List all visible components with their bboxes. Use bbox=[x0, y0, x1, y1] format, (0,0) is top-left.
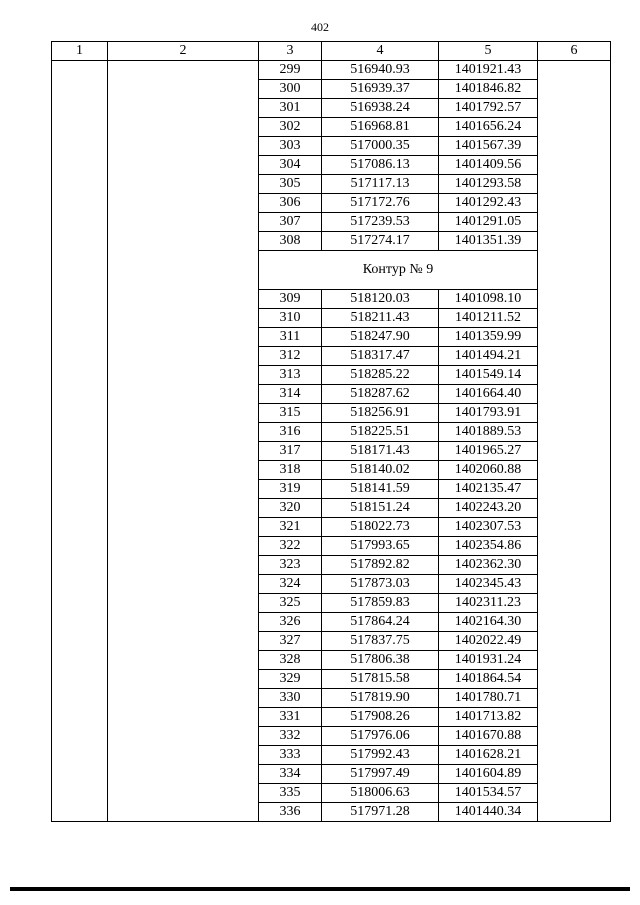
y-coordinate-cell: 1401534.57 bbox=[439, 784, 538, 803]
empty-cell-col2 bbox=[108, 689, 259, 708]
y-coordinate-cell: 1401494.21 bbox=[439, 347, 538, 366]
point-number-cell: 319 bbox=[259, 480, 322, 499]
empty-cell-col6 bbox=[538, 461, 611, 480]
y-coordinate-cell: 1401549.14 bbox=[439, 366, 538, 385]
y-coordinate-cell: 1401351.39 bbox=[439, 232, 538, 251]
contour-heading-row bbox=[52, 251, 611, 290]
table-row bbox=[52, 480, 611, 499]
y-coordinate-cell: 1402135.47 bbox=[439, 480, 538, 499]
empty-cell-col6 bbox=[538, 784, 611, 803]
empty-cell-col2 bbox=[108, 137, 259, 156]
empty-cell-col1 bbox=[52, 328, 108, 347]
point-number-cell: 309 bbox=[259, 290, 322, 309]
empty-cell-col1 bbox=[52, 347, 108, 366]
empty-cell-col1 bbox=[52, 765, 108, 784]
y-coordinate-cell: 1401567.39 bbox=[439, 137, 538, 156]
empty-cell-col2 bbox=[108, 461, 259, 480]
empty-cell-col6 bbox=[538, 61, 611, 80]
empty-cell-col6 bbox=[538, 689, 611, 708]
y-coordinate-cell: 1401965.27 bbox=[439, 442, 538, 461]
y-coordinate-cell: 1401670.88 bbox=[439, 727, 538, 746]
empty-cell-col1 bbox=[52, 442, 108, 461]
table-row bbox=[52, 137, 611, 156]
point-number-cell: 315 bbox=[259, 404, 322, 423]
y-coordinate-cell: 1402311.23 bbox=[439, 594, 538, 613]
table-row bbox=[52, 385, 611, 404]
point-number-cell: 325 bbox=[259, 594, 322, 613]
y-coordinate-cell: 1401292.43 bbox=[439, 194, 538, 213]
table-row bbox=[52, 575, 611, 594]
empty-cell-col1 bbox=[52, 651, 108, 670]
page-number: 402 bbox=[311, 20, 329, 34]
table-row bbox=[52, 518, 611, 537]
table-row bbox=[52, 689, 611, 708]
column-header-6: 6 bbox=[538, 42, 611, 61]
point-number-cell: 299 bbox=[259, 61, 322, 80]
empty-cell-col1 bbox=[52, 194, 108, 213]
y-coordinate-cell: 1402345.43 bbox=[439, 575, 538, 594]
empty-cell-col2 bbox=[108, 347, 259, 366]
point-number-cell: 313 bbox=[259, 366, 322, 385]
empty-cell-col2 bbox=[108, 480, 259, 499]
empty-cell-col2 bbox=[108, 594, 259, 613]
y-coordinate-cell: 1401098.10 bbox=[439, 290, 538, 309]
empty-cell-col6 bbox=[538, 651, 611, 670]
empty-cell-col6 bbox=[538, 118, 611, 137]
empty-cell-col1 bbox=[52, 575, 108, 594]
point-number-cell: 304 bbox=[259, 156, 322, 175]
x-coordinate-cell: 518151.24 bbox=[322, 499, 439, 518]
empty-cell-col6 bbox=[538, 347, 611, 366]
empty-cell-col6 bbox=[538, 80, 611, 99]
point-number-cell: 335 bbox=[259, 784, 322, 803]
x-coordinate-cell: 517976.06 bbox=[322, 727, 439, 746]
x-coordinate-cell: 517000.35 bbox=[322, 137, 439, 156]
empty-cell-col6 bbox=[538, 803, 611, 822]
empty-cell-col6 bbox=[538, 251, 611, 290]
table-row bbox=[52, 80, 611, 99]
x-coordinate-cell: 516968.81 bbox=[322, 118, 439, 137]
point-number-cell: 318 bbox=[259, 461, 322, 480]
empty-cell-col6 bbox=[538, 632, 611, 651]
bottom-rule bbox=[10, 887, 630, 891]
table-row bbox=[52, 594, 611, 613]
empty-cell-col1 bbox=[52, 61, 108, 80]
column-header-3: 3 bbox=[259, 42, 322, 61]
empty-cell-col6 bbox=[538, 99, 611, 118]
empty-cell-col6 bbox=[538, 175, 611, 194]
y-coordinate-cell: 1402307.53 bbox=[439, 518, 538, 537]
column-header-2: 2 bbox=[108, 42, 259, 61]
y-coordinate-cell: 1401293.58 bbox=[439, 175, 538, 194]
x-coordinate-cell: 517971.28 bbox=[322, 803, 439, 822]
table-row bbox=[52, 232, 611, 251]
empty-cell-col1 bbox=[52, 80, 108, 99]
empty-cell-col1 bbox=[52, 137, 108, 156]
empty-cell-col2 bbox=[108, 423, 259, 442]
empty-cell-col6 bbox=[538, 213, 611, 232]
empty-cell-col1 bbox=[52, 670, 108, 689]
empty-cell-col6 bbox=[538, 366, 611, 385]
x-coordinate-cell: 518140.02 bbox=[322, 461, 439, 480]
empty-cell-col1 bbox=[52, 385, 108, 404]
table-row bbox=[52, 613, 611, 632]
empty-cell-col6 bbox=[538, 156, 611, 175]
table-row bbox=[52, 651, 611, 670]
empty-cell-col2 bbox=[108, 404, 259, 423]
point-number-cell: 324 bbox=[259, 575, 322, 594]
empty-cell-col1 bbox=[52, 803, 108, 822]
point-number-cell: 305 bbox=[259, 175, 322, 194]
x-coordinate-cell: 518022.73 bbox=[322, 518, 439, 537]
empty-cell-col6 bbox=[538, 537, 611, 556]
y-coordinate-cell: 1401846.82 bbox=[439, 80, 538, 99]
y-coordinate-cell: 1402164.30 bbox=[439, 613, 538, 632]
y-coordinate-cell: 1401889.53 bbox=[439, 423, 538, 442]
empty-cell-col2 bbox=[108, 309, 259, 328]
empty-cell-col1 bbox=[52, 309, 108, 328]
point-number-cell: 308 bbox=[259, 232, 322, 251]
x-coordinate-cell: 517239.53 bbox=[322, 213, 439, 232]
x-coordinate-cell: 517819.90 bbox=[322, 689, 439, 708]
coordinates-table bbox=[51, 41, 611, 822]
empty-cell-col6 bbox=[538, 594, 611, 613]
y-coordinate-cell: 1402362.30 bbox=[439, 556, 538, 575]
empty-cell-col6 bbox=[538, 442, 611, 461]
empty-cell-col6 bbox=[538, 290, 611, 309]
empty-cell-col2 bbox=[108, 556, 259, 575]
empty-cell-col1 bbox=[52, 232, 108, 251]
y-coordinate-cell: 1401792.57 bbox=[439, 99, 538, 118]
empty-cell-col2 bbox=[108, 118, 259, 137]
empty-cell-col6 bbox=[538, 499, 611, 518]
empty-cell-col1 bbox=[52, 175, 108, 194]
y-coordinate-cell: 1401211.52 bbox=[439, 309, 538, 328]
table-row bbox=[52, 499, 611, 518]
point-number-cell: 331 bbox=[259, 708, 322, 727]
table-row bbox=[52, 99, 611, 118]
table-body bbox=[52, 61, 611, 822]
contour-heading: Контур № 9 bbox=[259, 251, 538, 290]
y-coordinate-cell: 1401713.82 bbox=[439, 708, 538, 727]
x-coordinate-cell: 516939.37 bbox=[322, 80, 439, 99]
y-coordinate-cell: 1401931.24 bbox=[439, 651, 538, 670]
empty-cell-col2 bbox=[108, 99, 259, 118]
y-coordinate-cell: 1401628.21 bbox=[439, 746, 538, 765]
point-number-cell: 332 bbox=[259, 727, 322, 746]
empty-cell-col1 bbox=[52, 290, 108, 309]
empty-cell-col1 bbox=[52, 594, 108, 613]
x-coordinate-cell: 518317.47 bbox=[322, 347, 439, 366]
y-coordinate-cell: 1401409.56 bbox=[439, 156, 538, 175]
table-row bbox=[52, 118, 611, 137]
y-coordinate-cell: 1402354.86 bbox=[439, 537, 538, 556]
empty-cell-col1 bbox=[52, 423, 108, 442]
x-coordinate-cell: 516940.93 bbox=[322, 61, 439, 80]
table-row bbox=[52, 765, 611, 784]
empty-cell-col2 bbox=[108, 251, 259, 290]
empty-cell-col1 bbox=[52, 727, 108, 746]
empty-cell-col6 bbox=[538, 575, 611, 594]
empty-cell-col2 bbox=[108, 803, 259, 822]
x-coordinate-cell: 518141.59 bbox=[322, 480, 439, 499]
empty-cell-col6 bbox=[538, 328, 611, 347]
table-row bbox=[52, 461, 611, 480]
x-coordinate-cell: 517873.03 bbox=[322, 575, 439, 594]
point-number-cell: 317 bbox=[259, 442, 322, 461]
table-row bbox=[52, 175, 611, 194]
empty-cell-col2 bbox=[108, 366, 259, 385]
empty-cell-col2 bbox=[108, 385, 259, 404]
empty-cell-col6 bbox=[538, 765, 611, 784]
point-number-cell: 320 bbox=[259, 499, 322, 518]
x-coordinate-cell: 518120.03 bbox=[322, 290, 439, 309]
x-coordinate-cell: 517815.58 bbox=[322, 670, 439, 689]
empty-cell-col6 bbox=[538, 613, 611, 632]
empty-cell-col2 bbox=[108, 194, 259, 213]
empty-cell-col2 bbox=[108, 213, 259, 232]
table-row bbox=[52, 784, 611, 803]
x-coordinate-cell: 518287.62 bbox=[322, 385, 439, 404]
x-coordinate-cell: 517117.13 bbox=[322, 175, 439, 194]
y-coordinate-cell: 1401604.89 bbox=[439, 765, 538, 784]
empty-cell-col6 bbox=[538, 518, 611, 537]
column-header-4: 4 bbox=[322, 42, 439, 61]
point-number-cell: 326 bbox=[259, 613, 322, 632]
point-number-cell: 330 bbox=[259, 689, 322, 708]
point-number-cell: 311 bbox=[259, 328, 322, 347]
empty-cell-col2 bbox=[108, 518, 259, 537]
empty-cell-col2 bbox=[108, 613, 259, 632]
empty-cell-col2 bbox=[108, 708, 259, 727]
empty-cell-col2 bbox=[108, 632, 259, 651]
empty-cell-col1 bbox=[52, 784, 108, 803]
empty-cell-col2 bbox=[108, 442, 259, 461]
empty-cell-col6 bbox=[538, 670, 611, 689]
table-row bbox=[52, 156, 611, 175]
point-number-cell: 302 bbox=[259, 118, 322, 137]
point-number-cell: 334 bbox=[259, 765, 322, 784]
empty-cell-col2 bbox=[108, 232, 259, 251]
y-coordinate-cell: 1401291.05 bbox=[439, 213, 538, 232]
table-row bbox=[52, 537, 611, 556]
x-coordinate-cell: 517806.38 bbox=[322, 651, 439, 670]
empty-cell-col2 bbox=[108, 784, 259, 803]
x-coordinate-cell: 517172.76 bbox=[322, 194, 439, 213]
point-number-cell: 303 bbox=[259, 137, 322, 156]
empty-cell-col6 bbox=[538, 404, 611, 423]
x-coordinate-cell: 517992.43 bbox=[322, 746, 439, 765]
y-coordinate-cell: 1402022.49 bbox=[439, 632, 538, 651]
empty-cell-col2 bbox=[108, 328, 259, 347]
empty-cell-col2 bbox=[108, 156, 259, 175]
empty-cell-col1 bbox=[52, 499, 108, 518]
x-coordinate-cell: 517859.83 bbox=[322, 594, 439, 613]
table-row bbox=[52, 708, 611, 727]
empty-cell-col2 bbox=[108, 651, 259, 670]
empty-cell-col6 bbox=[538, 708, 611, 727]
point-number-cell: 300 bbox=[259, 80, 322, 99]
table-row bbox=[52, 727, 611, 746]
empty-cell-col2 bbox=[108, 746, 259, 765]
header-row bbox=[52, 42, 611, 61]
empty-cell-col1 bbox=[52, 746, 108, 765]
empty-cell-col6 bbox=[538, 746, 611, 765]
x-coordinate-cell: 517997.49 bbox=[322, 765, 439, 784]
y-coordinate-cell: 1401780.71 bbox=[439, 689, 538, 708]
y-coordinate-cell: 1402060.88 bbox=[439, 461, 538, 480]
x-coordinate-cell: 517837.75 bbox=[322, 632, 439, 651]
point-number-cell: 310 bbox=[259, 309, 322, 328]
table-row bbox=[52, 290, 611, 309]
empty-cell-col6 bbox=[538, 309, 611, 328]
table-row bbox=[52, 423, 611, 442]
empty-cell-col2 bbox=[108, 290, 259, 309]
point-number-cell: 328 bbox=[259, 651, 322, 670]
point-number-cell: 329 bbox=[259, 670, 322, 689]
point-number-cell: 316 bbox=[259, 423, 322, 442]
table-row bbox=[52, 347, 611, 366]
table-row bbox=[52, 194, 611, 213]
empty-cell-col2 bbox=[108, 80, 259, 99]
point-number-cell: 336 bbox=[259, 803, 322, 822]
table-row bbox=[52, 61, 611, 80]
empty-cell-col2 bbox=[108, 175, 259, 194]
y-coordinate-cell: 1401921.43 bbox=[439, 61, 538, 80]
x-coordinate-cell: 517086.13 bbox=[322, 156, 439, 175]
empty-cell-col6 bbox=[538, 137, 611, 156]
x-coordinate-cell: 517864.24 bbox=[322, 613, 439, 632]
empty-cell-col2 bbox=[108, 727, 259, 746]
empty-cell-col1 bbox=[52, 461, 108, 480]
empty-cell-col1 bbox=[52, 613, 108, 632]
empty-cell-col6 bbox=[538, 423, 611, 442]
point-number-cell: 314 bbox=[259, 385, 322, 404]
y-coordinate-cell: 1402243.20 bbox=[439, 499, 538, 518]
table-row bbox=[52, 803, 611, 822]
point-number-cell: 321 bbox=[259, 518, 322, 537]
table-row bbox=[52, 442, 611, 461]
empty-cell-col6 bbox=[538, 556, 611, 575]
point-number-cell: 323 bbox=[259, 556, 322, 575]
point-number-cell: 322 bbox=[259, 537, 322, 556]
y-coordinate-cell: 1401864.54 bbox=[439, 670, 538, 689]
table-row bbox=[52, 404, 611, 423]
y-coordinate-cell: 1401664.40 bbox=[439, 385, 538, 404]
y-coordinate-cell: 1401793.91 bbox=[439, 404, 538, 423]
y-coordinate-cell: 1401359.99 bbox=[439, 328, 538, 347]
point-number-cell: 333 bbox=[259, 746, 322, 765]
empty-cell-col2 bbox=[108, 537, 259, 556]
table-row bbox=[52, 328, 611, 347]
x-coordinate-cell: 518171.43 bbox=[322, 442, 439, 461]
empty-cell-col1 bbox=[52, 518, 108, 537]
empty-cell-col6 bbox=[538, 232, 611, 251]
empty-cell-col1 bbox=[52, 556, 108, 575]
empty-cell-col1 bbox=[52, 156, 108, 175]
point-number-cell: 312 bbox=[259, 347, 322, 366]
empty-cell-col2 bbox=[108, 575, 259, 594]
point-number-cell: 301 bbox=[259, 99, 322, 118]
empty-cell-col2 bbox=[108, 61, 259, 80]
empty-cell-col6 bbox=[538, 480, 611, 499]
table-row bbox=[52, 746, 611, 765]
point-number-cell: 306 bbox=[259, 194, 322, 213]
table-row bbox=[52, 309, 611, 328]
x-coordinate-cell: 517892.82 bbox=[322, 556, 439, 575]
x-coordinate-cell: 517908.26 bbox=[322, 708, 439, 727]
empty-cell-col1 bbox=[52, 404, 108, 423]
empty-cell-col1 bbox=[52, 689, 108, 708]
x-coordinate-cell: 518256.91 bbox=[322, 404, 439, 423]
empty-cell-col1 bbox=[52, 366, 108, 385]
x-coordinate-cell: 518285.22 bbox=[322, 366, 439, 385]
table-row bbox=[52, 556, 611, 575]
x-coordinate-cell: 518211.43 bbox=[322, 309, 439, 328]
column-header-5: 5 bbox=[439, 42, 538, 61]
empty-cell-col1 bbox=[52, 99, 108, 118]
x-coordinate-cell: 516938.24 bbox=[322, 99, 439, 118]
empty-cell-col1 bbox=[52, 480, 108, 499]
table-row bbox=[52, 632, 611, 651]
y-coordinate-cell: 1401440.34 bbox=[439, 803, 538, 822]
x-coordinate-cell: 517993.65 bbox=[322, 537, 439, 556]
x-coordinate-cell: 518006.63 bbox=[322, 784, 439, 803]
table-row bbox=[52, 366, 611, 385]
column-header-1: 1 bbox=[52, 42, 108, 61]
empty-cell-col6 bbox=[538, 385, 611, 404]
table-row bbox=[52, 670, 611, 689]
empty-cell-col2 bbox=[108, 670, 259, 689]
point-number-cell: 307 bbox=[259, 213, 322, 232]
empty-cell-col2 bbox=[108, 765, 259, 784]
y-coordinate-cell: 1401656.24 bbox=[439, 118, 538, 137]
x-coordinate-cell: 517274.17 bbox=[322, 232, 439, 251]
empty-cell-col2 bbox=[108, 499, 259, 518]
empty-cell-col1 bbox=[52, 213, 108, 232]
empty-cell-col1 bbox=[52, 251, 108, 290]
empty-cell-col1 bbox=[52, 632, 108, 651]
empty-cell-col6 bbox=[538, 727, 611, 746]
point-number-cell: 327 bbox=[259, 632, 322, 651]
empty-cell-col1 bbox=[52, 118, 108, 137]
empty-cell-col6 bbox=[538, 194, 611, 213]
x-coordinate-cell: 518247.90 bbox=[322, 328, 439, 347]
x-coordinate-cell: 518225.51 bbox=[322, 423, 439, 442]
empty-cell-col1 bbox=[52, 537, 108, 556]
empty-cell-col1 bbox=[52, 708, 108, 727]
table-row bbox=[52, 213, 611, 232]
